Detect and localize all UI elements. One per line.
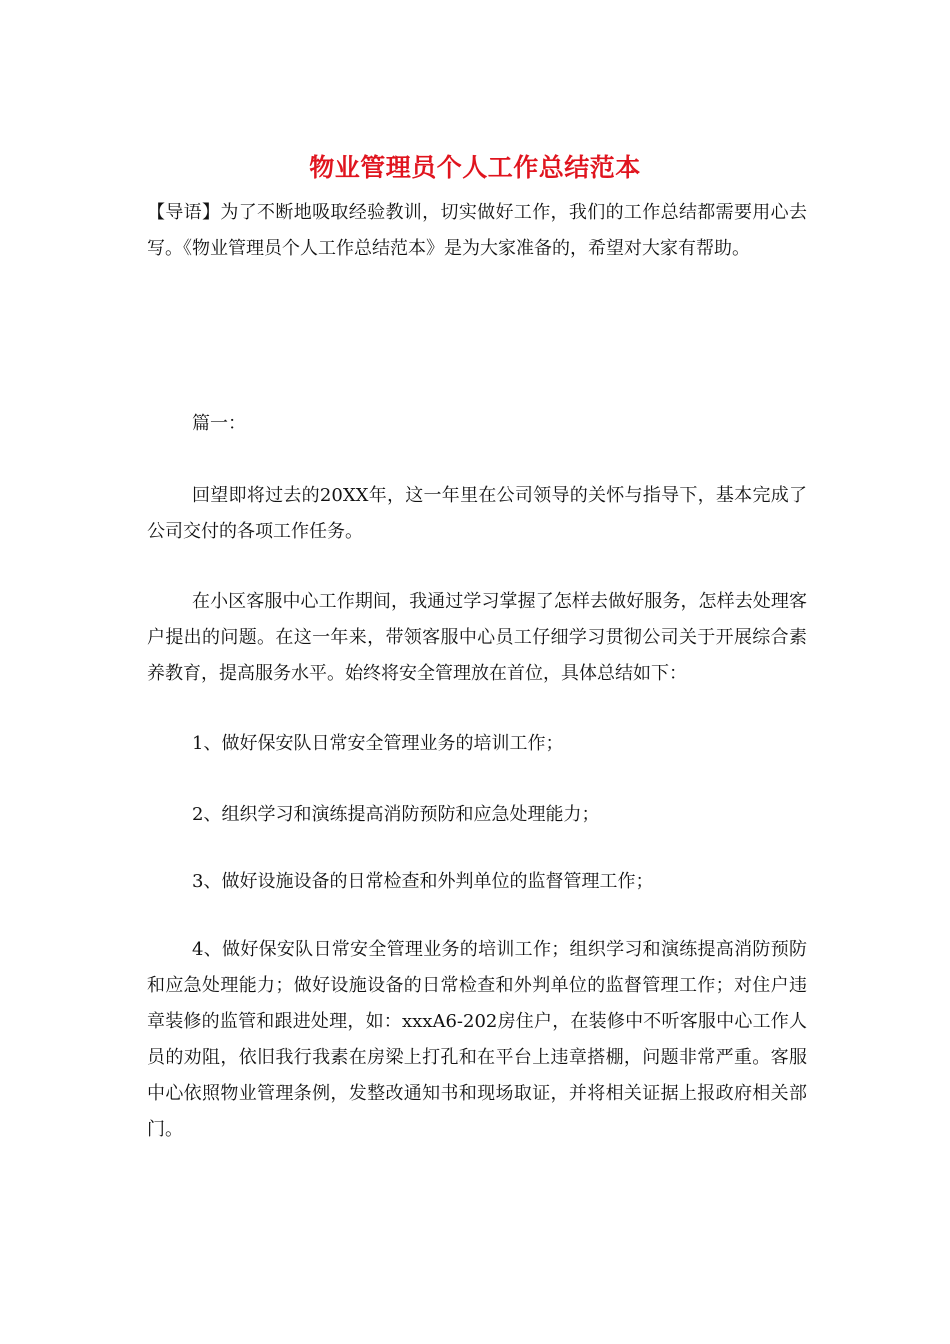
intro-paragraph: 【导语】为了不断地吸取经验教训，切实做好工作，我们的工作总结都需要用心去写。《物业管理员个人工作总结范本》是为大家准备的，希望对大家有帮助。	[147, 202, 807, 259]
list-item-1: 1、做好保安队日常安全管理业务的培训工作；	[192, 733, 564, 754]
document-title: 物业管理员个人工作总结范本	[309, 153, 641, 182]
list-item-2: 2、组织学习和演练提高消防预防和应急处理能力；	[192, 804, 600, 825]
list-item-3: 3、做好设施设备的日常检查和外判单位的监督管理工作；	[192, 871, 654, 892]
list-item-4: 4、做好保安队日常安全管理业务的培训工作；组织学习和演练提高消防预防和应急处理能力；做好设施设备的日常检查和外判单位的监督管理工作；对住户违章装修的监管和跟进处理，如：xxxA6-202房住户，在装修中不听客服中心工作人员的劝阻，依旧我行我素在房梁上打孔和在平台上违章搭棚，问题非常严重。客服中心依照物业管理条例，发整改通知书和现场取证，并将相关证据上报政府相关部门。	[147, 939, 807, 1140]
paragraph-service-center: 在小区客服中心工作期间，我通过学习掌握了怎样去做好服务，怎样去处理客户提出的问题。在这一年来，带领客服中心员工仔细学习贯彻公司关于开展综合素养教育，提高服务水平。始终将安全管理放在首位，具体总结如下：	[147, 591, 807, 684]
paragraph-review: 回望即将过去的20XX年，这一年里在公司领导的关怀与指导下，基本完成了公司交付的各项工作任务。	[147, 485, 807, 542]
section-heading: 篇一：	[192, 413, 246, 434]
